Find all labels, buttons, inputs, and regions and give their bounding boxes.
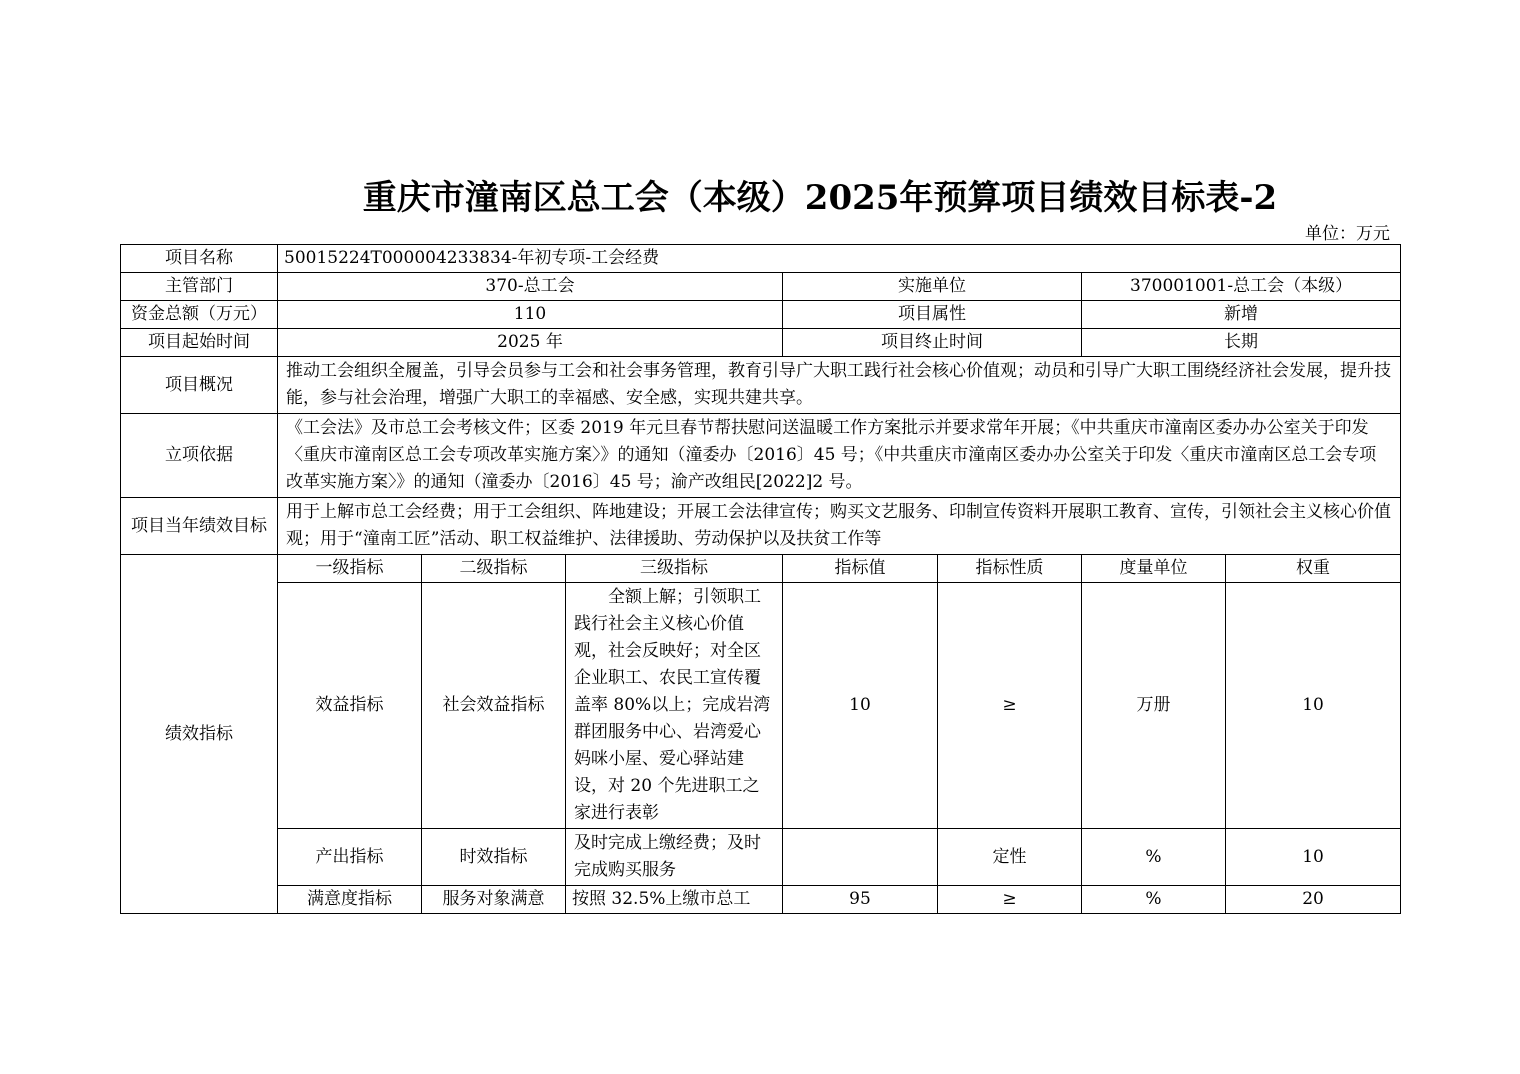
header-level1: 一级指标 [278, 555, 422, 583]
project-name-label: 项目名称 [121, 245, 278, 273]
row-overview [121, 357, 1401, 414]
fund-label: 资金总额（万元） [121, 301, 278, 329]
start-value: 2025 年 [278, 329, 783, 357]
indicator-level1: 产出指标 [278, 829, 422, 886]
basis-value: 《工会法》及市总工会考核文件；区委 2019 年元旦春节帮扶慰问送温暖工作方案批示并要求常年开展；《中共重庆市潼南区委办办公室关于印发〈重庆市潼南区总工会专项改革实施方案〉》的通知（潼委办〔2016〕45 号；《中共重庆市潼南区委办办公室关于印发〈重庆市潼南区总工会专项改革实施方案〉》的通知（潼委办〔2016〕45 号；渝产改组民[2022]2 号。 [278, 414, 1401, 498]
indicator-nature: ≥ [938, 583, 1082, 829]
indicator-section-label: 绩效指标 [121, 555, 278, 914]
row-project-name [121, 245, 1401, 273]
indicator-level2: 社会效益指标 [422, 583, 566, 829]
dept-value: 370-总工会 [278, 273, 783, 301]
performance-table [120, 244, 1401, 914]
indicator-value: 95 [783, 886, 938, 914]
indicator-weight: 10 [1226, 583, 1401, 829]
indicator-value [783, 829, 938, 886]
indicator-weight: 20 [1226, 886, 1401, 914]
header-value: 指标值 [783, 555, 938, 583]
header-weight: 权重 [1226, 555, 1401, 583]
overview-label: 项目概况 [121, 357, 278, 414]
start-label: 项目起始时间 [121, 329, 278, 357]
indicator-level3: 按照 32.5%上缴市总工 [566, 886, 783, 914]
indicator-unit: % [1082, 829, 1226, 886]
fund-value: 110 [278, 301, 783, 329]
attr-value: 新增 [1082, 301, 1401, 329]
indicator-nature: 定性 [938, 829, 1082, 886]
indicator-row [121, 886, 1401, 914]
header-level2: 二级指标 [422, 555, 566, 583]
row-dept [121, 273, 1401, 301]
basis-label: 立项依据 [121, 414, 278, 498]
unit-note: 单位：万元 [1305, 224, 1390, 244]
impl-value: 370001001-总工会（本级） [1082, 273, 1401, 301]
row-basis [121, 414, 1401, 498]
overview-value: 推动工会组织全履盖，引导会员参与工会和社会事务管理，教育引导广大职工践行社会核心价值观；动员和引导广大职工围绕经济社会发展，提升技能，参与社会治理，增强广大职工的幸福感、安全感，实现共建共享。 [278, 357, 1401, 414]
header-unit: 度量单位 [1082, 555, 1226, 583]
document-title: 重庆市潼南区总工会（本级）2025年预算项目绩效目标表-2 [362, 178, 1278, 218]
indicator-level3: 全额上解；引领职工践行社会主义核心价值观，社会反映好；对全区企业职工、农民工宣传覆盖率 80%以上；完成岩湾群团服务中心、岩湾爱心妈咪小屋、爱心驿站建设，对 20 个先进职工之家进行表彰 [566, 583, 783, 829]
indicator-level1: 效益指标 [278, 583, 422, 829]
indicator-row [121, 829, 1401, 886]
header-level3: 三级指标 [566, 555, 783, 583]
indicator-level1: 满意度指标 [278, 886, 422, 914]
indicator-value: 10 [783, 583, 938, 829]
row-time [121, 329, 1401, 357]
end-label: 项目终止时间 [783, 329, 1082, 357]
indicator-unit: 万册 [1082, 583, 1226, 829]
end-value: 长期 [1082, 329, 1401, 357]
indicator-level2: 服务对象满意 [422, 886, 566, 914]
dept-label: 主管部门 [121, 273, 278, 301]
header-nature: 指标性质 [938, 555, 1082, 583]
project-name-value: 50015224T000004233834-年初专项-工会经费 [278, 245, 1401, 273]
goal-value: 用于上解市总工会经费；用于工会组织、阵地建设；开展工会法律宣传；购买文艺服务、印制宣传资料开展职工教育、宣传，引领社会主义核心价值观；用于“潼南工匠”活动、职工权益维护、法律援助、劳动保护以及扶贫工作等 [278, 498, 1401, 555]
indicator-unit: % [1082, 886, 1226, 914]
goal-label: 项目当年绩效目标 [121, 498, 278, 555]
indicator-row [121, 583, 1401, 829]
impl-label: 实施单位 [783, 273, 1082, 301]
attr-label: 项目属性 [783, 301, 1082, 329]
indicator-weight: 10 [1226, 829, 1401, 886]
indicator-level2: 时效指标 [422, 829, 566, 886]
indicator-nature: ≥ [938, 886, 1082, 914]
row-goal [121, 498, 1401, 555]
row-fund [121, 301, 1401, 329]
indicator-header-row [121, 555, 1401, 583]
indicator-level3: 及时完成上缴经费；及时完成购买服务 [566, 829, 783, 886]
